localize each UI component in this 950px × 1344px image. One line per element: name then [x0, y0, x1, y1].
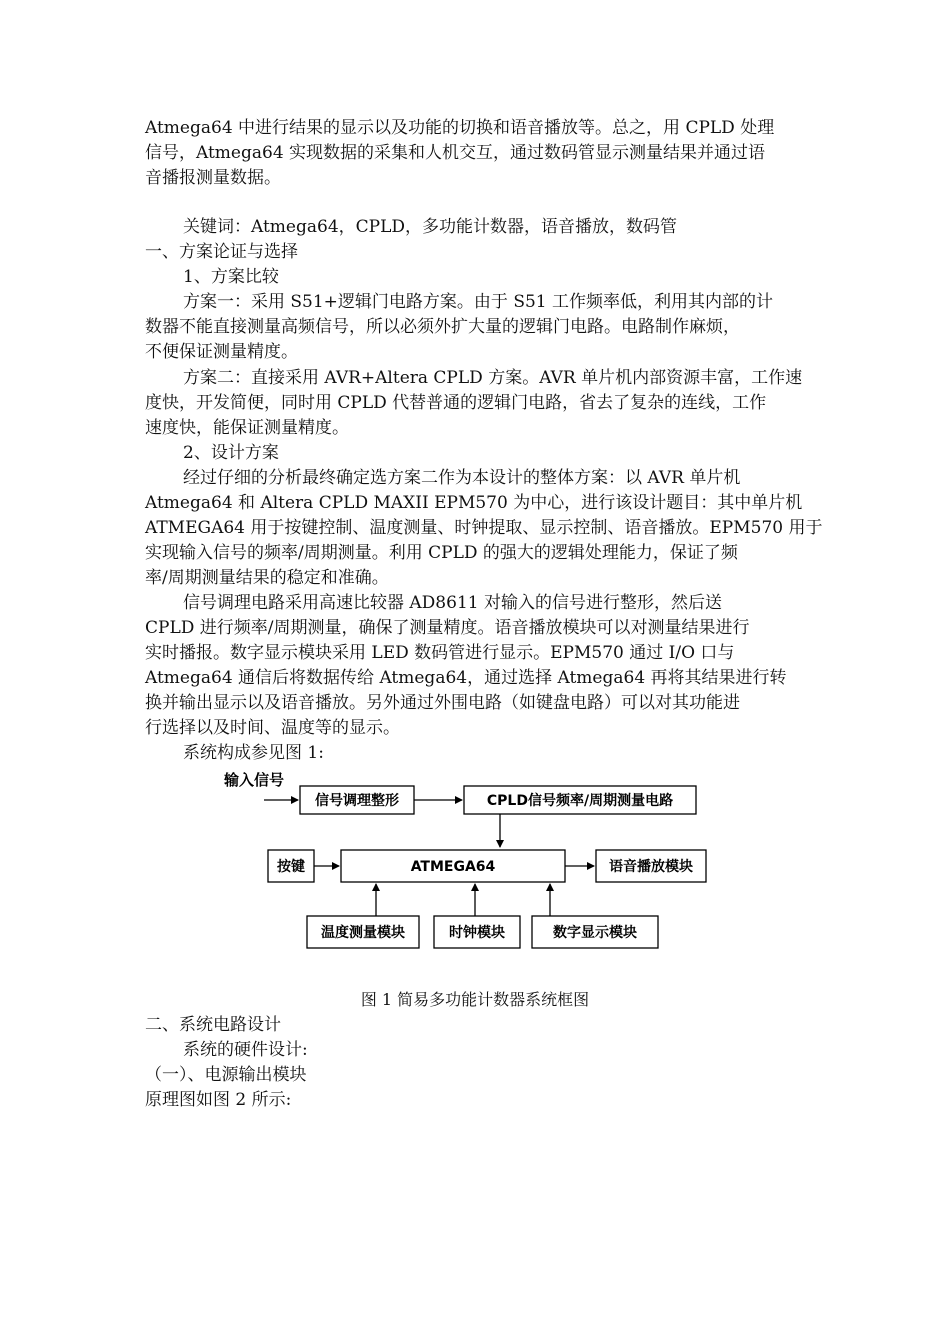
temperature-label: 温度测量模块 — [321, 925, 405, 941]
text-line: 方案二：直接采用 AVR+Altera CPLD 方案。AVR 单片机内部资源丰富，工作速 — [183, 368, 803, 388]
text-line: 数器不能直接测量高频信号，所以必须外扩大量的逻辑门电路。电路制作麻烦， — [145, 317, 740, 337]
system-block-diagram — [220, 768, 740, 958]
text-line: 经过仔细的分析最终确定选方案二作为本设计的整体方案：以 AVR 单片机 — [183, 468, 741, 488]
text-line: Atmega64 通信后将数据传给 Atmega64，通过选择 Atmega64 再将其结果进行转 — [145, 668, 787, 688]
text-line: 实现输入信号的频率/周期测量。利用 CPLD 的强大的逻辑处理能力，保证了频 — [145, 543, 738, 563]
text-line: 方案一：采用 S51+逻辑门电路方案。由于 S51 工作频率低，利用其内部的计 — [183, 292, 774, 312]
text-line: 信号调理电路采用高速比较器 AD8611 对输入的信号进行整形，然后送 — [183, 593, 722, 613]
text-line: 率/周期测量结果的稳定和准确。 — [145, 568, 389, 588]
voice-label: 语音播放模块 — [609, 859, 693, 875]
section-heading: 一、方案论证与选择 — [145, 242, 298, 262]
text-line: 不便保证测量精度。 — [145, 342, 298, 362]
subsection-heading: 2、设计方案 — [183, 443, 279, 463]
text-line: 音播报测量数据。 — [145, 168, 281, 188]
figure-caption: 图 1 简易多功能计数器系统框图 — [360, 990, 590, 1009]
text-line: 系统构成参见图 1: — [183, 743, 324, 763]
section-heading: 二、系统电路设计 — [145, 1015, 281, 1035]
text-line: 原理图如图 2 所示: — [145, 1090, 292, 1110]
clock-label: 时钟模块 — [449, 925, 505, 941]
text-line: Atmega64 和 Altera CPLD MAXII EPM570 为中心，进行该设计题目：其中单片机 — [145, 493, 803, 513]
mcu-label: ATMEGA64 — [410, 859, 496, 875]
text-line: Atmega64 中进行结果的显示以及功能的切换和语音播放等。总之，用 CPLD 处理 — [145, 118, 775, 138]
keywords-line: 关键词：Atmega64，CPLD，多功能计数器，语音播放，数码管 — [183, 217, 678, 237]
text-line: 速度快，能保证测量精度。 — [145, 418, 349, 438]
text-line: 行选择以及时间、温度等的显示。 — [145, 718, 400, 738]
cpld-label: CPLD信号频率/周期测量电路 — [486, 793, 674, 809]
text-line: 系统的硬件设计: — [183, 1040, 308, 1060]
text-line: 信号，Atmega64 实现数据的采集和人机交互，通过数码管显示测量结果并通过语 — [145, 143, 766, 163]
text-line: 换并输出显示以及语音播放。另外通过外围电路（如键盘电路）可以对其功能进 — [145, 693, 740, 713]
signal-conditioning-label: 信号调理整形 — [315, 793, 399, 809]
text-line: 实时播报。数字显示模块采用 LED 数码管进行显示。EPM570 通过 I/O 口与 — [145, 643, 735, 663]
keys-label: 按键 — [277, 859, 305, 875]
subsection-heading: （一）、电源输出模块 — [145, 1065, 307, 1085]
text-line: 度快，开发简便，同时用 CPLD 代替普通的逻辑门电路，省去了复杂的连线，工作 — [145, 393, 767, 413]
input-signal-label: 输入信号 — [224, 771, 285, 789]
subsection-heading: 1、方案比较 — [183, 267, 279, 287]
text-line: ATMEGA64 用于按键控制、温度测量、时钟提取、显示控制、语音播放。EPM570 用于 — [145, 518, 823, 538]
display-label: 数字显示模块 — [553, 925, 637, 941]
text-line: CPLD 进行频率/周期测量，确保了测量精度。语音播放模块可以对测量结果进行 — [145, 618, 750, 638]
